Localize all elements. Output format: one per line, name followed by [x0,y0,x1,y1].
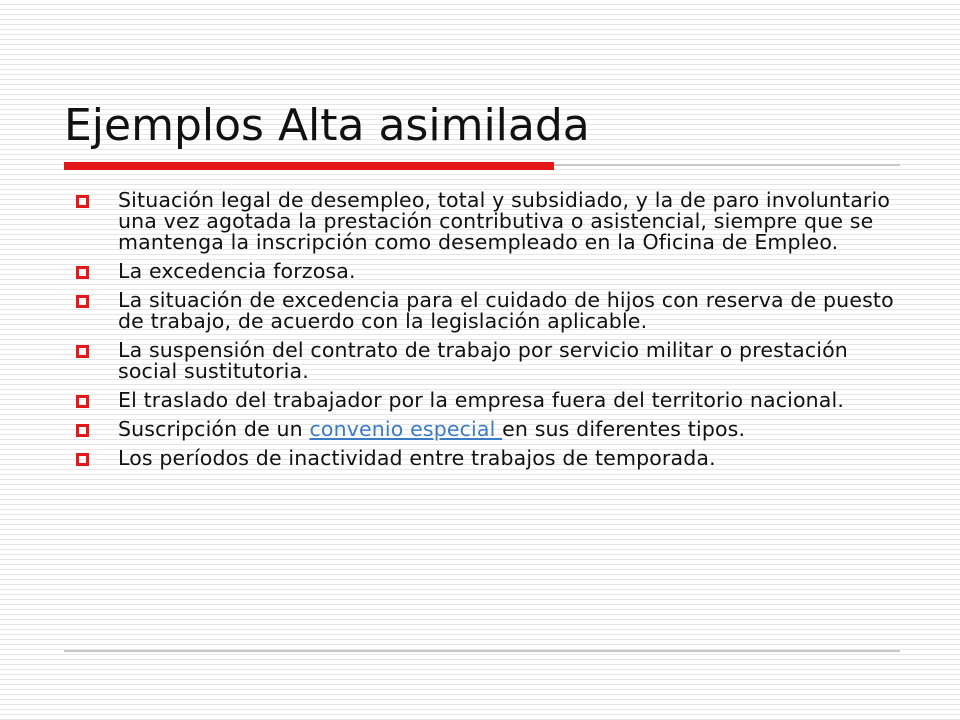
bullet-text: El traslado del trabajador por la empresa fuera del territorio nacional. [118,388,845,412]
bullet-text: La situación de excedencia para el cuidado de hijos con reserva de puesto de trabajo, de acuerdo con la legislación aplicable. [118,288,894,333]
bullet-item [72,290,902,332]
hollow-square-bullet-icon [76,295,89,308]
bullet-item [72,419,902,440]
hollow-square-bullet-icon [76,266,89,279]
footer-divider-line [64,650,900,652]
convenio-especial-link[interactable]: convenio especial [309,417,503,441]
bullet-text-before-link: Suscripción de un [118,417,310,441]
bullet-item [72,340,902,382]
title-divider-line [554,164,900,166]
bullet-text [118,417,745,441]
hollow-square-bullet-icon [76,395,89,408]
bullet-text: Situación legal de desempleo, total y subsidiado, y la de paro involuntario una vez agotada la prestación contributiva o asistencial, siempre que se mantenga la inscripción como desempleado en la Oficina de Empleo. [118,188,891,254]
hollow-square-bullet-icon [76,195,89,208]
bullet-list [72,190,902,477]
title-accent-bar [64,162,554,170]
bullet-item [72,261,902,282]
hollow-square-bullet-icon [76,453,89,466]
bullet-text: La suspensión del contrato de trabajo por servicio militar o prestación social sustitutoria. [118,338,848,383]
slide-title: Ejemplos Alta asimilada [64,100,590,151]
bullet-text-after-link: en sus diferentes tipos. [502,417,746,441]
bullet-item [72,390,902,411]
hollow-square-bullet-icon [76,345,89,358]
bullet-text: La excedencia forzosa. [118,259,356,283]
hollow-square-bullet-icon [76,424,89,437]
bullet-text: Los períodos de inactividad entre trabajos de temporada. [118,446,716,470]
bullet-item [72,448,902,469]
bullet-item [72,190,902,253]
